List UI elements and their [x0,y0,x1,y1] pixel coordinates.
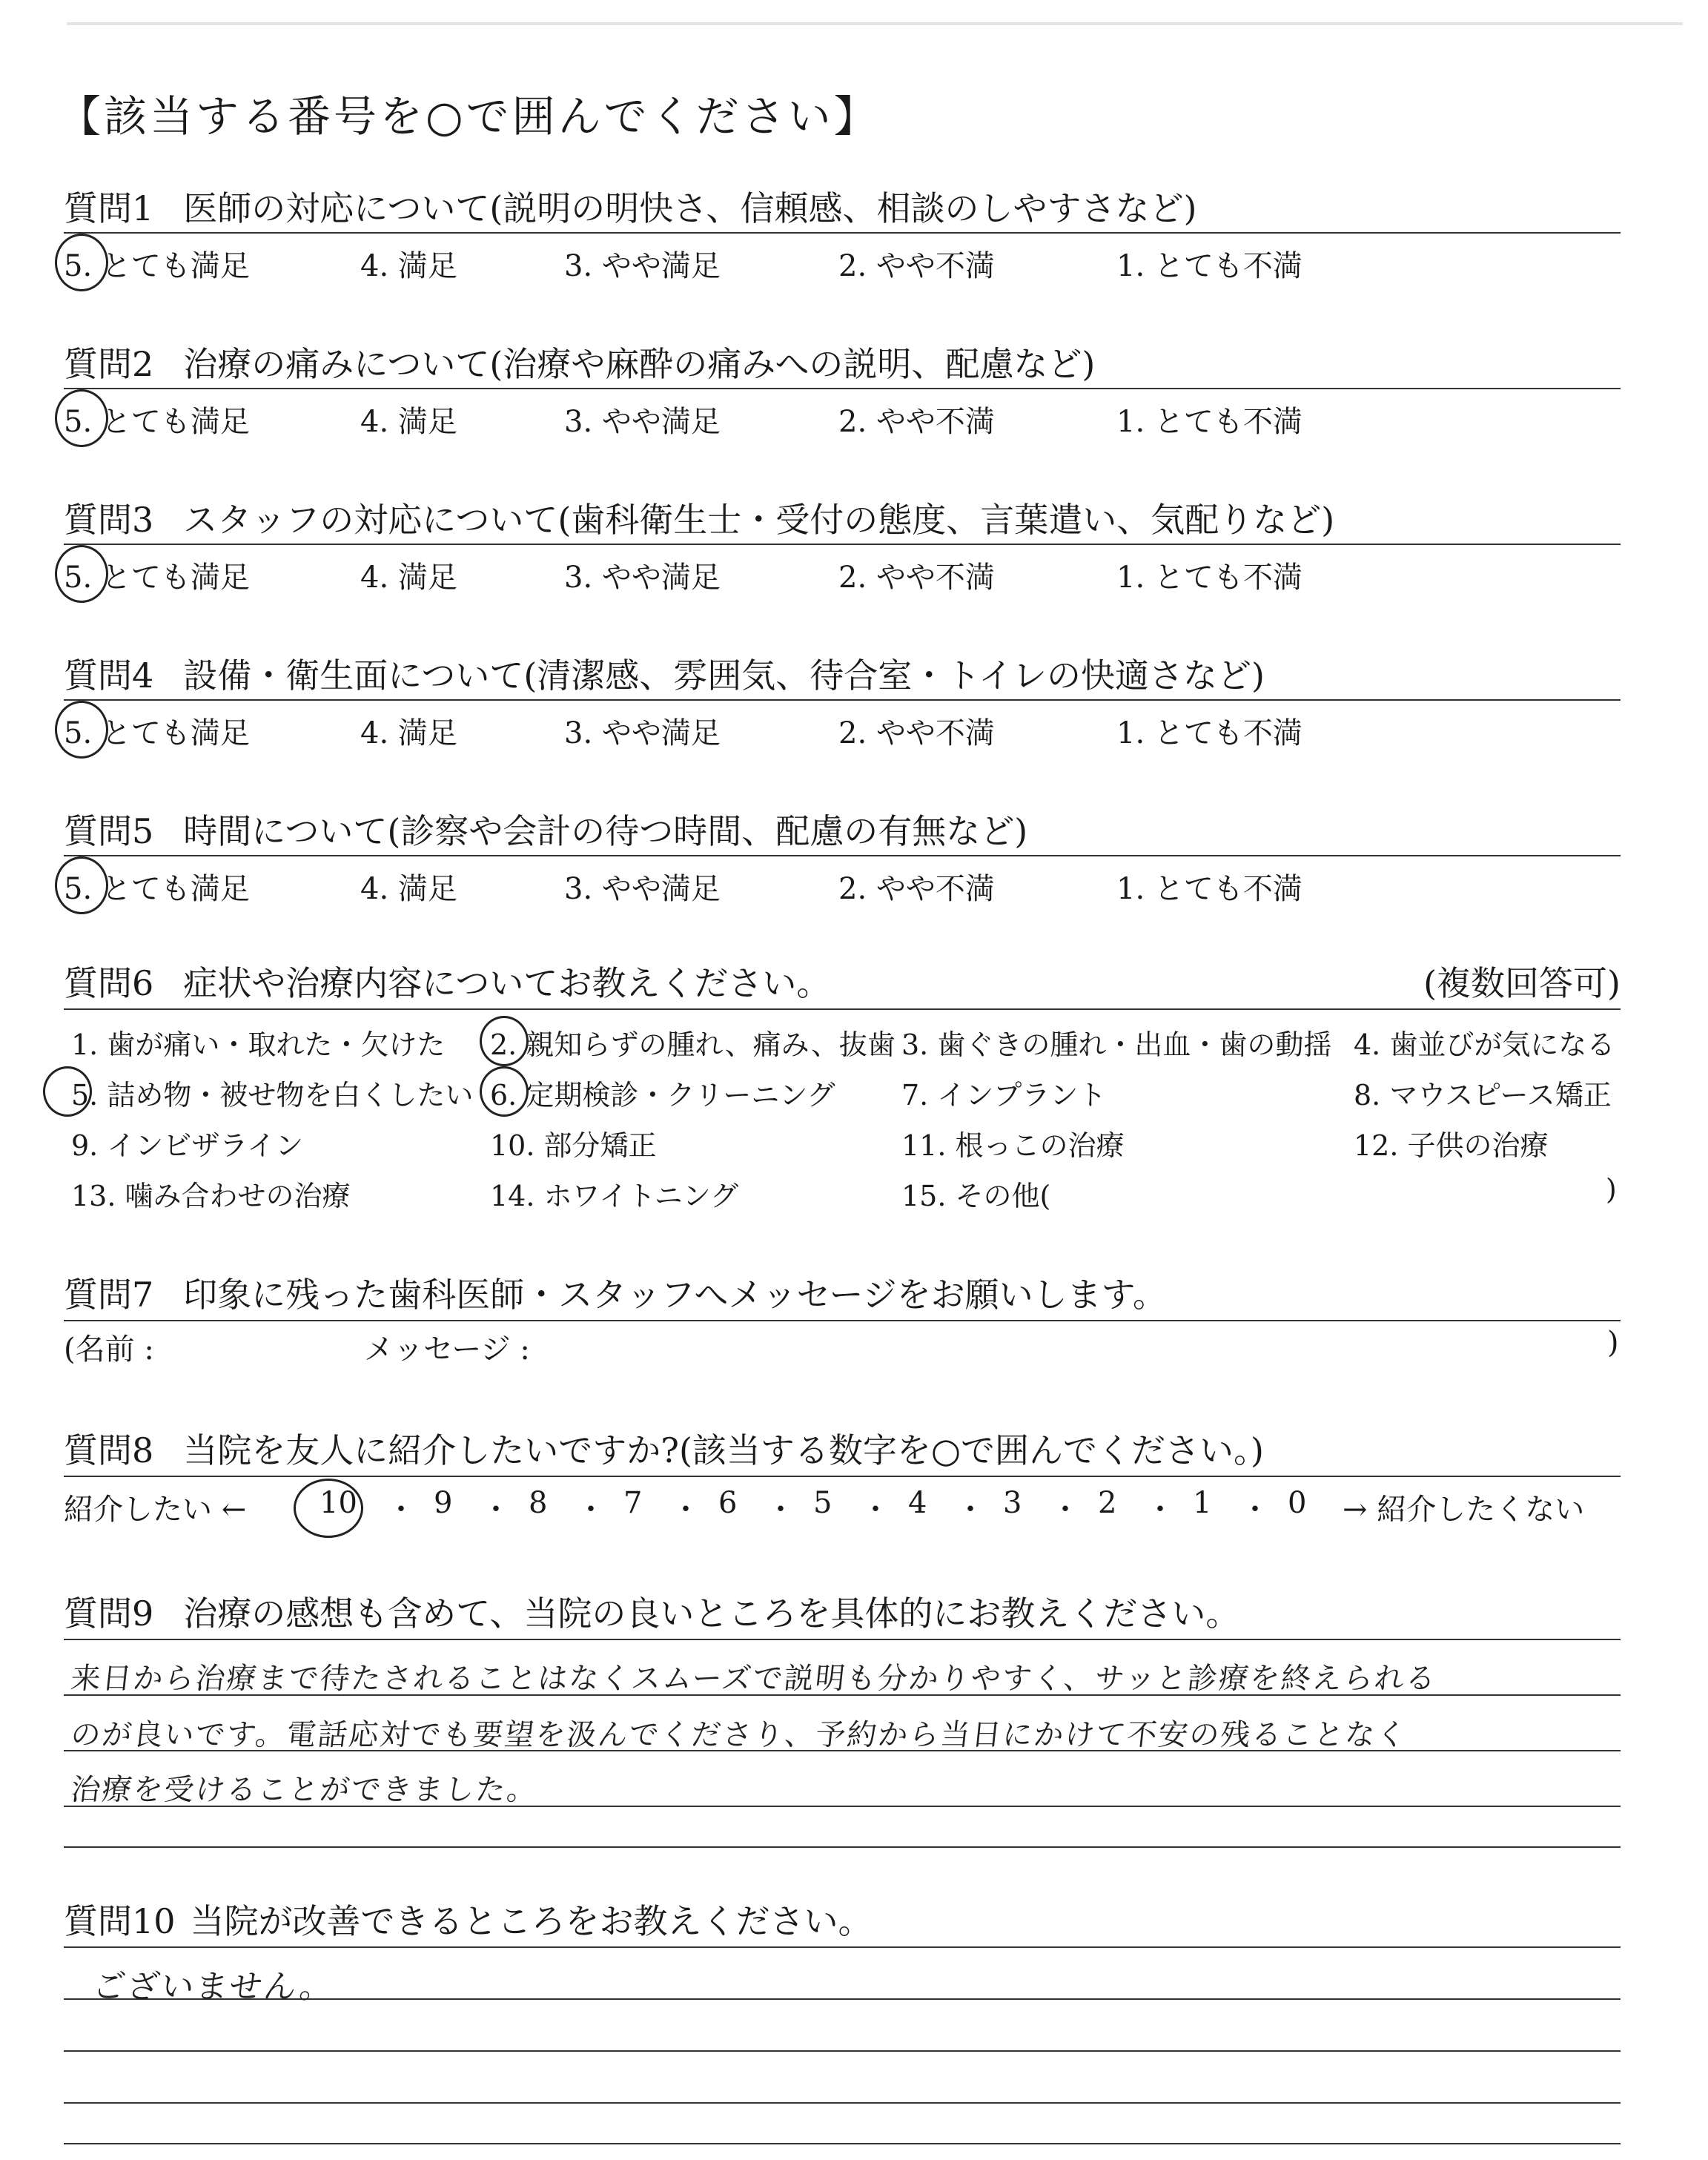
rating-option-4: 4. 満足 [360,872,457,906]
rating-option-5: 5. とても満足 [64,405,250,439]
scale-separator: ・ [671,1493,701,1527]
scale-value-5: 5 [813,1486,833,1520]
symptom-option-11: 11. 根っこの治療 [901,1129,1125,1162]
page-heading: 【該当する番号を○で囲んでください】 [58,91,880,142]
multiple-answer-note: (複数回答可) [1423,963,1621,1003]
question-3-title [64,493,1334,542]
name-label: (名前 : [64,1332,154,1367]
rating-option-2: 2. やや不満 [838,716,995,750]
symptom-option-7: 7. インプラント [901,1079,1107,1112]
scale-value-0: 0 [1288,1486,1307,1520]
symptom-option-10: 10. 部分矯正 [490,1129,657,1162]
answer-line [64,2050,1621,2052]
question-5-title [64,805,1027,853]
symptom-option-13: 13. 噛み合わせの治療 [71,1180,351,1212]
selected-circle [55,856,108,914]
answer-line [64,2102,1621,2104]
rating-option-4: 4. 満足 [360,716,457,750]
symptom-option-8: 8. マウスピース矯正 [1354,1079,1612,1112]
symptom-option-6: 6. 定期検診・クリーニング [490,1079,835,1112]
scale-separator: ・ [1240,1493,1270,1527]
question-6-title [64,957,830,1005]
scale-value-3: 3 [1003,1486,1022,1520]
rating-option-4: 4. 満足 [360,561,457,595]
handwritten-answer-line: ございません。 [90,1968,336,2006]
rating-option-3: 3. やや満足 [564,716,721,750]
question-5 [64,805,1621,916]
question-text: 時間について(診察や会計の待つ時間、配慮の有無など) [183,811,1028,851]
question-text: 当院を友人に紹介したいですか?(該当する数字を○で囲んでください。) [183,1430,1264,1470]
question-3 [64,493,1621,604]
question-underline [64,388,1621,389]
question-number: 質問9 [64,1593,154,1634]
symptom-option-3: 3. 歯ぐきの腫れ・出血・歯の動揺 [901,1028,1332,1061]
symptom-option-5: 5. 詰め物・被せ物を白くしたい [71,1079,474,1112]
scale-value-7: 7 [623,1486,643,1520]
question-number: 質問10 [64,1901,176,1941]
scale-separator: ・ [861,1493,890,1527]
rating-option-3: 3. やや満足 [564,872,721,906]
question-text: 印象に残った歯科医師・スタッフへメッセージをお願いします。 [183,1275,1167,1315]
scale-value-4: 4 [908,1486,927,1520]
scale-value-6: 6 [718,1486,738,1520]
question-6 [64,957,1621,1238]
scale-separator: ・ [1050,1493,1080,1527]
rating-option-1: 1. とても不満 [1116,249,1302,283]
question-text: 設備・衛生面について(清潔感、雰囲気、待合室・トイレの快適さなど) [183,655,1265,696]
selected-circle [480,1016,529,1066]
question-text: 医師の対応について(説明の明快さ、信頼感、相談のしやすさなど) [183,188,1197,228]
scale-separator: ・ [956,1493,985,1527]
rating-option-1: 1. とても不満 [1116,872,1302,906]
question-number: 質問6 [64,963,154,1003]
page-top-edge [67,22,1683,25]
question-10 [64,1895,1621,2147]
symptom-option-2: 2. 親知らずの腫れ、痛み、抜歯 [490,1028,896,1061]
question-8-title [64,1424,1264,1473]
question-underline [64,544,1621,545]
rating-option-2: 2. やや不満 [838,405,995,439]
question-1 [64,182,1621,293]
scale-separator: ・ [576,1493,606,1527]
question-underline [64,1476,1621,1477]
question-number: 質問1 [64,188,154,228]
rating-option-1: 1. とても不満 [1116,405,1302,439]
scale-separator: ・ [386,1493,416,1527]
symptom-option-4: 4. 歯並びが気になる [1354,1028,1615,1061]
selected-circle [480,1066,529,1117]
recommend-left-label: 紹介したい ← [64,1493,247,1527]
scale-value-8: 8 [529,1486,548,1520]
question-number: 質問7 [64,1275,154,1315]
rating-option-4: 4. 満足 [360,405,457,439]
symptom-option-12: 12. 子供の治療 [1354,1129,1549,1162]
question-7 [64,1268,1621,1372]
selected-circle [294,1479,363,1538]
answer-line [64,1846,1621,1848]
scale-value-2: 2 [1098,1486,1117,1520]
answer-line [64,1639,1621,1640]
scale-value-10: 10 [320,1486,357,1520]
rating-option-2: 2. やや不満 [838,561,995,595]
question-8 [64,1424,1621,1535]
recommend-right-label: → 紹介したくない [1343,1493,1585,1527]
selected-circle [55,234,108,291]
handwritten-answer-line: 治療を受けることができました。 [69,1773,540,1807]
question-9-title [64,1587,1239,1636]
rating-option-1: 1. とても不満 [1116,716,1302,750]
question-underline [64,855,1621,856]
rating-option-2: 2. やや不満 [838,249,995,283]
question-number: 質問5 [64,811,154,851]
rating-option-2: 2. やや不満 [838,872,995,906]
scale-separator: ・ [481,1493,511,1527]
answer-line [64,2143,1621,2144]
other-close-paren: ) [1606,1173,1617,1206]
question-text: 当院が改善できるところをお教えください。 [190,1901,873,1941]
scale-value-1: 1 [1193,1486,1212,1520]
question-text: 症状や治療内容についてお教えください。 [183,963,831,1003]
rating-option-5: 5. とても満足 [64,716,250,750]
message-label: メッセージ : [364,1332,530,1367]
question-underline [64,232,1621,234]
handwritten-answer-line: 来日から治療まで待たされることはなくスムーズで説明も分かりやすく、サッと診療を終えられる [69,1662,1439,1696]
symptom-option-1: 1. 歯が痛い・取れた・欠けた [71,1028,446,1061]
question-9 [64,1587,1621,1854]
question-7-title [64,1268,1167,1317]
question-2-title [64,337,1095,386]
rating-option-4: 4. 満足 [360,249,457,283]
rating-option-5: 5. とても満足 [64,561,250,595]
scale-separator: ・ [1145,1493,1175,1527]
question-underline [64,1008,1621,1010]
rating-option-5: 5. とても満足 [64,872,250,906]
symptom-option-9: 9. インビザライン [71,1129,304,1162]
rating-option-3: 3. やや満足 [564,561,721,595]
selected-circle [55,389,108,447]
question-text: スタッフの対応について(歯科衛生士・受付の態度、言葉遣い、気配りなど) [183,500,1335,540]
rating-option-3: 3. やや満足 [564,405,721,439]
question-4 [64,649,1621,760]
rating-option-1: 1. とても不満 [1116,561,1302,595]
answer-line [64,1946,1621,1948]
question-1-title [64,182,1196,231]
question-text: 治療の痛みについて(治療や麻酔の痛みへの説明、配慮など) [183,344,1096,384]
question-2 [64,337,1621,449]
handwritten-answer-line: のが良いです。電話応対でも要望を汲んでくださり、予約から当日にかけて不安の残ることなく [69,1718,1409,1752]
symptom-option-14: 14. ホワイトニング [490,1180,739,1212]
question-text: 治療の感想も含めて、当院の良いところを具体的にお教えください。 [183,1593,1240,1634]
rating-option-5: 5. とても満足 [64,249,250,283]
scale-value-9: 9 [434,1486,453,1520]
symptom-option-15: 15. その他( [901,1180,1051,1212]
question-4-title [64,649,1265,698]
selected-circle [55,545,108,603]
question-underline [64,699,1621,701]
selected-circle [43,1066,92,1117]
question-number: 質問3 [64,500,154,540]
question-number: 質問4 [64,655,154,696]
question-underline [64,1320,1621,1321]
message-close-paren: ) [1607,1326,1619,1360]
question-number: 質問8 [64,1430,154,1470]
question-number: 質問2 [64,344,154,384]
question-10-title [64,1895,873,1943]
rating-option-3: 3. やや満足 [564,249,721,283]
scale-separator: ・ [766,1493,795,1527]
selected-circle [55,701,108,759]
